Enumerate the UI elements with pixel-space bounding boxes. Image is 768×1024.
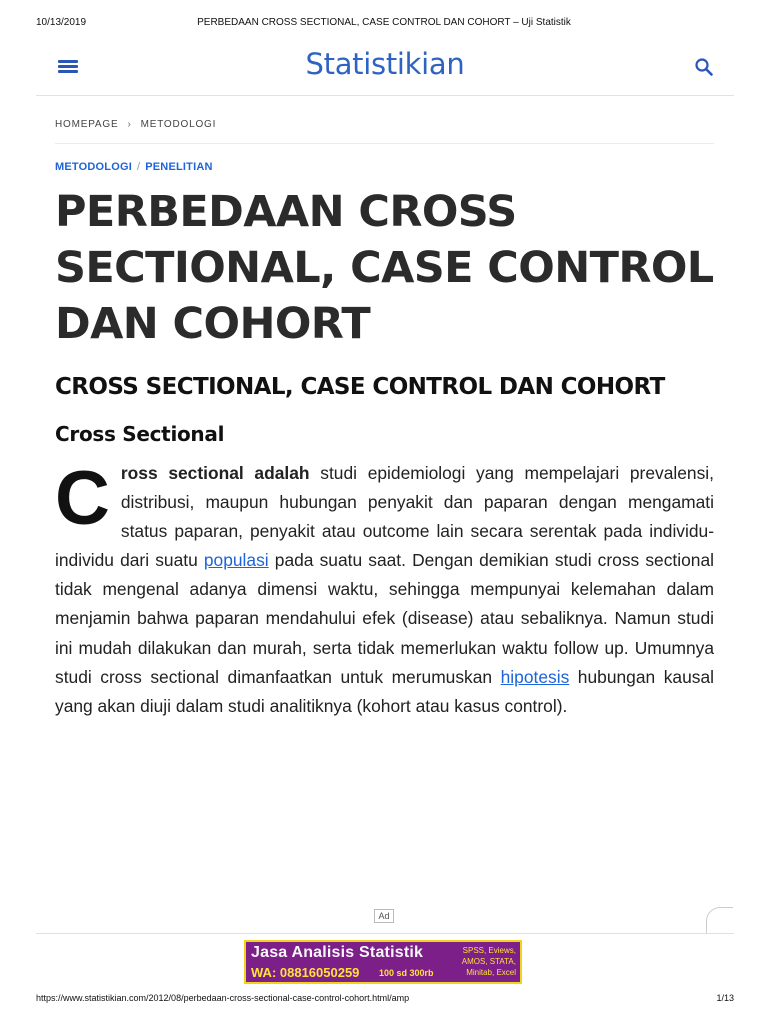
breadcrumb-current[interactable]: METODOLOGI: [140, 119, 217, 130]
drop-cap: C: [55, 456, 110, 541]
category-penelitian[interactable]: PENELITIAN: [145, 161, 213, 173]
site-logo[interactable]: Statistikian: [305, 47, 465, 81]
article-paragraph: [55, 456, 714, 721]
lead-bold-text: ross sectional adalah: [120, 463, 310, 483]
category-separator: /: [136, 161, 141, 173]
print-url: https://www.statistikian.com/2012/08/perbedaan-cross-sectional-case-control-cohort.html/amp: [36, 993, 410, 1003]
breadcrumb: [55, 119, 216, 130]
category-metodologi[interactable]: METODOLOGI: [55, 161, 132, 173]
paragraph-text-2: pada suatu saat. Dengan demikian studi cross sectional tidak mengenal adanya dimensi waktu, sehingga mempunyai kelemahan dalam menjamin bahwa paparan mendahului efek (disease) atau sebaliknya. Namun studi ini mudah dilakukan dan murah, serta tidak memerlukan waktu follow up. Umumnya studi cross sectional dimanfaatkan untuk merumuskan: [55, 550, 714, 687]
print-header: [0, 17, 768, 31]
ad-corner-fold: [706, 907, 733, 934]
article-subheading: CROSS SECTIONAL, CASE CONTROL DAN COHORT: [55, 374, 665, 400]
category-links: [55, 161, 213, 173]
ad-banner[interactable]: [244, 940, 522, 984]
ad-software-list: [452, 945, 516, 978]
link-hipotesis[interactable]: hipotesis: [500, 666, 570, 687]
section-heading: Cross Sectional: [55, 422, 225, 446]
paragraph-text-1: studi epidemiologi yang mempelajari prevalensi, distribusi, maupun hubungan penyakit dan paparan dengan mengamati status paparan, penyakit atau outcome lain secara serentak pada individu- individu dari suatu: [55, 463, 714, 571]
article-title: PERBEDAAN CROSS SECTIONAL, CASE CONTROL DAN COHORT: [55, 187, 714, 349]
ad-divider: [36, 933, 734, 934]
ad-software-line: Minitab, Excel: [466, 968, 516, 977]
print-page-number: 1/13: [716, 993, 734, 1003]
ad-label: Ad: [374, 909, 394, 923]
ad-software-line: AMOS, STATA,: [461, 957, 516, 966]
breadcrumb-chevron-icon: ›: [127, 119, 132, 130]
print-date: 10/13/2019: [36, 17, 87, 28]
link-populasi[interactable]: populasi: [203, 550, 269, 571]
print-footer: [0, 993, 768, 1007]
print-page-title: PERBEDAAN CROSS SECTIONAL, CASE CONTROL DAN COHORT – Uji Statistik: [197, 17, 571, 28]
ad-title: Jasa Analisis Statistik: [251, 944, 424, 961]
ad-software-line: SPSS, Eviews,: [462, 946, 516, 955]
site-header: [36, 42, 734, 96]
ad-price: 100 sd 300rb: [379, 968, 434, 978]
ad-phone: WA: 08816050259: [251, 965, 360, 980]
search-icon[interactable]: [694, 57, 714, 77]
breadcrumb-home[interactable]: HOMEPAGE: [55, 119, 119, 130]
breadcrumb-divider: [55, 143, 714, 144]
paragraph-text-3: hubungan kausal yang akan diuji dalam studi analitiknya (kohort atau kasus control).: [55, 666, 714, 716]
